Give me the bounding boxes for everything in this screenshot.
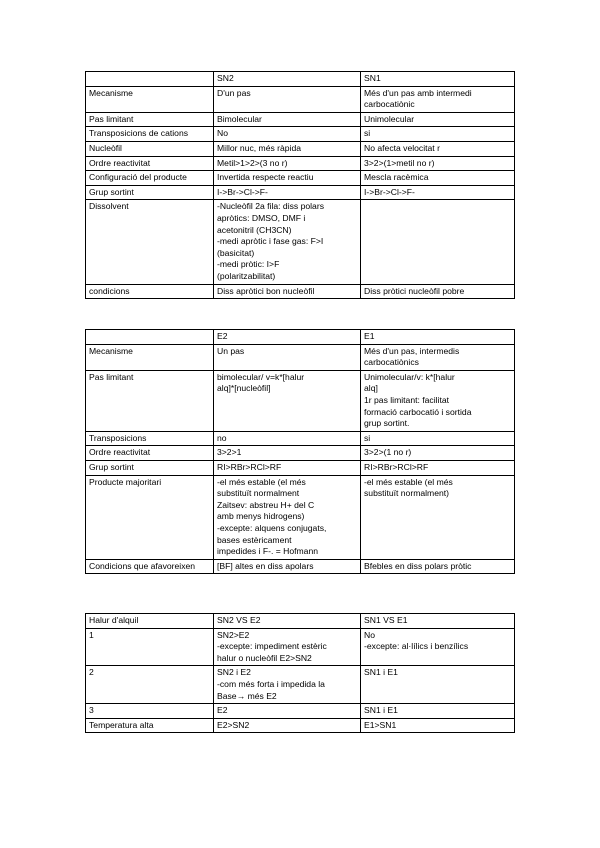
- cell-line: -excepte: impediment estèric: [217, 641, 327, 652]
- cell-line: Base→ més E2: [217, 690, 277, 701]
- cell-col3: [361, 344, 515, 370]
- cell-line: -com més forta i impedida la: [217, 678, 325, 689]
- cell-col3: [361, 431, 515, 446]
- cell-line: -excepte: alquens conjugats,: [217, 522, 327, 533]
- table-row: [86, 112, 515, 127]
- cell-line: no: [217, 432, 227, 443]
- header-cell: SN2 VS E2: [214, 614, 361, 629]
- cell-col3: [361, 156, 515, 171]
- cell-line: -el més estable (el més: [364, 476, 453, 487]
- table-row: [86, 185, 515, 200]
- row-label: Transposicions: [86, 431, 214, 446]
- row-label: Mecanisme: [86, 86, 214, 112]
- cell-col2: [214, 704, 361, 719]
- cell-line: acetonitril (CH3CN): [217, 224, 292, 235]
- table-row: [86, 86, 515, 112]
- cell-col3: [361, 559, 515, 574]
- cell-line: Diss pròtici nucleòfil pobre: [364, 285, 465, 296]
- cell-line: Metil>1>2>(3 no r): [217, 157, 288, 168]
- cell-line: E2: [217, 705, 228, 716]
- cell-col3: [361, 446, 515, 461]
- cell-col2: [214, 446, 361, 461]
- cell-line: 3>2>1: [217, 447, 242, 458]
- row-label: condicions: [86, 284, 214, 299]
- table-row: [86, 475, 515, 559]
- cell-line: amb menys hidrogens): [217, 511, 305, 522]
- header-cell: SN2: [214, 72, 361, 87]
- cell-line: [364, 201, 511, 213]
- cell-line: alq]: [364, 383, 378, 394]
- table-row: [86, 370, 515, 431]
- cell-line: RI>RBr>RCl>RF: [364, 461, 429, 472]
- row-label: Producte majoritari: [86, 475, 214, 559]
- cell-col3: [361, 127, 515, 142]
- cell-line: grup sortint.: [364, 418, 410, 429]
- cell-line: SN1 i E1: [364, 705, 398, 716]
- table-row: [86, 171, 515, 186]
- table-row: [86, 704, 515, 719]
- table-row: [86, 718, 515, 733]
- cell-col3: [361, 112, 515, 127]
- row-label: Transposicions de cations: [86, 127, 214, 142]
- cell-line: SN2>E2: [217, 629, 250, 640]
- cell-line: Més d'un pas amb intermedi: [364, 87, 472, 98]
- cell-line: No: [217, 128, 228, 139]
- cell-line: Bimolecular: [217, 113, 262, 124]
- cell-line: E1>SN1: [364, 719, 397, 730]
- header-cell: [86, 72, 214, 87]
- cell-col3: [361, 666, 515, 704]
- cell-line: Zaitsev: abstreu H+ del C: [217, 499, 315, 510]
- table-body: [86, 72, 515, 299]
- row-label: 1: [86, 628, 214, 666]
- table-row: [86, 141, 515, 156]
- cell-line: D'un pas: [217, 87, 251, 98]
- table-row: [86, 127, 515, 142]
- table-e2-vs-e1: [85, 329, 515, 574]
- cell-line: Diss apròtici bon nucleòfil: [217, 285, 315, 296]
- cell-line: 1r pas limitant: facilitat: [364, 394, 450, 405]
- header-cell: E1: [361, 330, 515, 345]
- row-label: 2: [86, 666, 214, 704]
- cell-line: Més d'un pas, intermedis: [364, 345, 460, 356]
- table-body: [86, 330, 515, 574]
- cell-line: RI>RBr>RCl>RF: [217, 461, 282, 472]
- cell-col2: [214, 344, 361, 370]
- cell-col3: [361, 704, 515, 719]
- table-body: [86, 614, 515, 733]
- table-sn2-vs-sn1: [85, 71, 515, 299]
- row-label: Nucleòfil: [86, 141, 214, 156]
- row-label: Pas limitant: [86, 112, 214, 127]
- header-cell: Halur d'alquil: [86, 614, 214, 629]
- cell-line: Unimolecular/v: k*[halur: [364, 371, 455, 382]
- row-label: Ordre reactivitat: [86, 446, 214, 461]
- header-row: [86, 72, 515, 87]
- cell-line: 3>2>(1>metil no r): [364, 157, 435, 168]
- cell-line: No: [364, 629, 375, 640]
- cell-line: carbocatiònic: [364, 99, 415, 110]
- table-row: [86, 156, 515, 171]
- cell-col3: [361, 370, 515, 431]
- cell-line: E2>SN2: [217, 719, 250, 730]
- header-row: [86, 614, 515, 629]
- cell-col2: [214, 200, 361, 284]
- row-label: 3: [86, 704, 214, 719]
- cell-col2: [214, 559, 361, 574]
- cell-line: carbocatiònics: [364, 357, 419, 368]
- row-label: Dissolvent: [86, 200, 214, 284]
- cell-line: alq]*[nucleòfil]: [217, 383, 271, 394]
- cell-col3: [361, 200, 515, 284]
- cell-col3: [361, 284, 515, 299]
- cell-col2: [214, 171, 361, 186]
- cell-col3: [361, 475, 515, 559]
- cell-col2: [214, 127, 361, 142]
- cell-col2: [214, 370, 361, 431]
- row-label: Temperatura alta: [86, 718, 214, 733]
- cell-line: Bfebles en diss polars pròtic: [364, 560, 472, 571]
- table-substitution-vs-elimination: [85, 613, 515, 733]
- header-row: [86, 330, 515, 345]
- table-row: [86, 344, 515, 370]
- cell-col3: [361, 171, 515, 186]
- cell-line: Unimolecular: [364, 113, 415, 124]
- table-row: [86, 559, 515, 574]
- cell-line: bases estèricament: [217, 534, 292, 545]
- cell-col3: [361, 141, 515, 156]
- row-label: Pas limitant: [86, 370, 214, 431]
- cell-col3: [361, 185, 515, 200]
- cell-col3: [361, 718, 515, 733]
- cell-line: -excepte: al·lílics i benzílics: [364, 641, 469, 652]
- cell-col2: [214, 666, 361, 704]
- cell-col2: [214, 628, 361, 666]
- row-label: Ordre reactivitat: [86, 156, 214, 171]
- table-row: [86, 284, 515, 299]
- cell-line: halur o nucleòfil E2>SN2: [217, 652, 312, 663]
- cell-line: impedides i F-. = Hofmann: [217, 546, 319, 557]
- cell-col2: [214, 112, 361, 127]
- cell-line: -medi pròtic: I>F: [217, 259, 280, 270]
- cell-line: substituït normalment: [217, 488, 300, 499]
- cell-line: -el més estable (el més: [217, 476, 306, 487]
- cell-col2: [214, 156, 361, 171]
- table-row: [86, 628, 515, 666]
- cell-col3: [361, 86, 515, 112]
- cell-line: substituït normalment): [364, 488, 450, 499]
- cell-line: Invertida respecte reactiu: [217, 172, 314, 183]
- cell-col3: [361, 460, 515, 475]
- header-cell: SN1: [361, 72, 515, 87]
- row-label: Configuració del producte: [86, 171, 214, 186]
- cell-line: I->Br->Cl->F-: [364, 186, 415, 197]
- cell-col2: [214, 86, 361, 112]
- table-row: [86, 446, 515, 461]
- cell-line: SN2 i E2: [217, 667, 251, 678]
- cell-col3: [361, 628, 515, 666]
- row-label: Grup sortint: [86, 185, 214, 200]
- cell-col2: [214, 475, 361, 559]
- cell-line: SN1 i E1: [364, 667, 398, 678]
- table-row: [86, 431, 515, 446]
- row-label: Mecanisme: [86, 344, 214, 370]
- cell-line: si: [364, 128, 371, 139]
- cell-line: (polaritzabilitat): [217, 270, 276, 281]
- cell-line: bimolecular/ v=k*[halur: [217, 371, 305, 382]
- table-row: [86, 666, 515, 704]
- cell-line: apròtics: DMSO, DMF i: [217, 212, 306, 223]
- cell-line: (basicitat): [217, 247, 255, 258]
- cell-line: -Nucleòfil 2a fila: diss polars: [217, 201, 324, 212]
- header-cell: SN1 VS E1: [361, 614, 515, 629]
- row-label: Grup sortint: [86, 460, 214, 475]
- cell-line: [BF] altes en diss apolars: [217, 560, 314, 571]
- cell-line: 3>2>(1 no r): [364, 447, 412, 458]
- cell-line: No afecta velocitat r: [364, 142, 440, 153]
- cell-col2: [214, 141, 361, 156]
- row-label: Condicions que afavoreixen: [86, 559, 214, 574]
- table-row: [86, 200, 515, 284]
- cell-col2: [214, 431, 361, 446]
- cell-line: Mescla racèmica: [364, 172, 429, 183]
- header-cell: E2: [214, 330, 361, 345]
- cell-line: -medi apròtic i fase gas: F>I: [217, 236, 324, 247]
- header-cell: [86, 330, 214, 345]
- cell-line: Millor nuc, més ràpida: [217, 142, 302, 153]
- cell-col2: [214, 460, 361, 475]
- cell-col2: [214, 185, 361, 200]
- cell-line: Un pas: [217, 345, 245, 356]
- cell-line: formació carbocatió i sortida: [364, 406, 472, 417]
- cell-col2: [214, 718, 361, 733]
- cell-line: si: [364, 432, 371, 443]
- cell-line: I->Br->Cl->F-: [217, 186, 268, 197]
- table-row: [86, 460, 515, 475]
- cell-col2: [214, 284, 361, 299]
